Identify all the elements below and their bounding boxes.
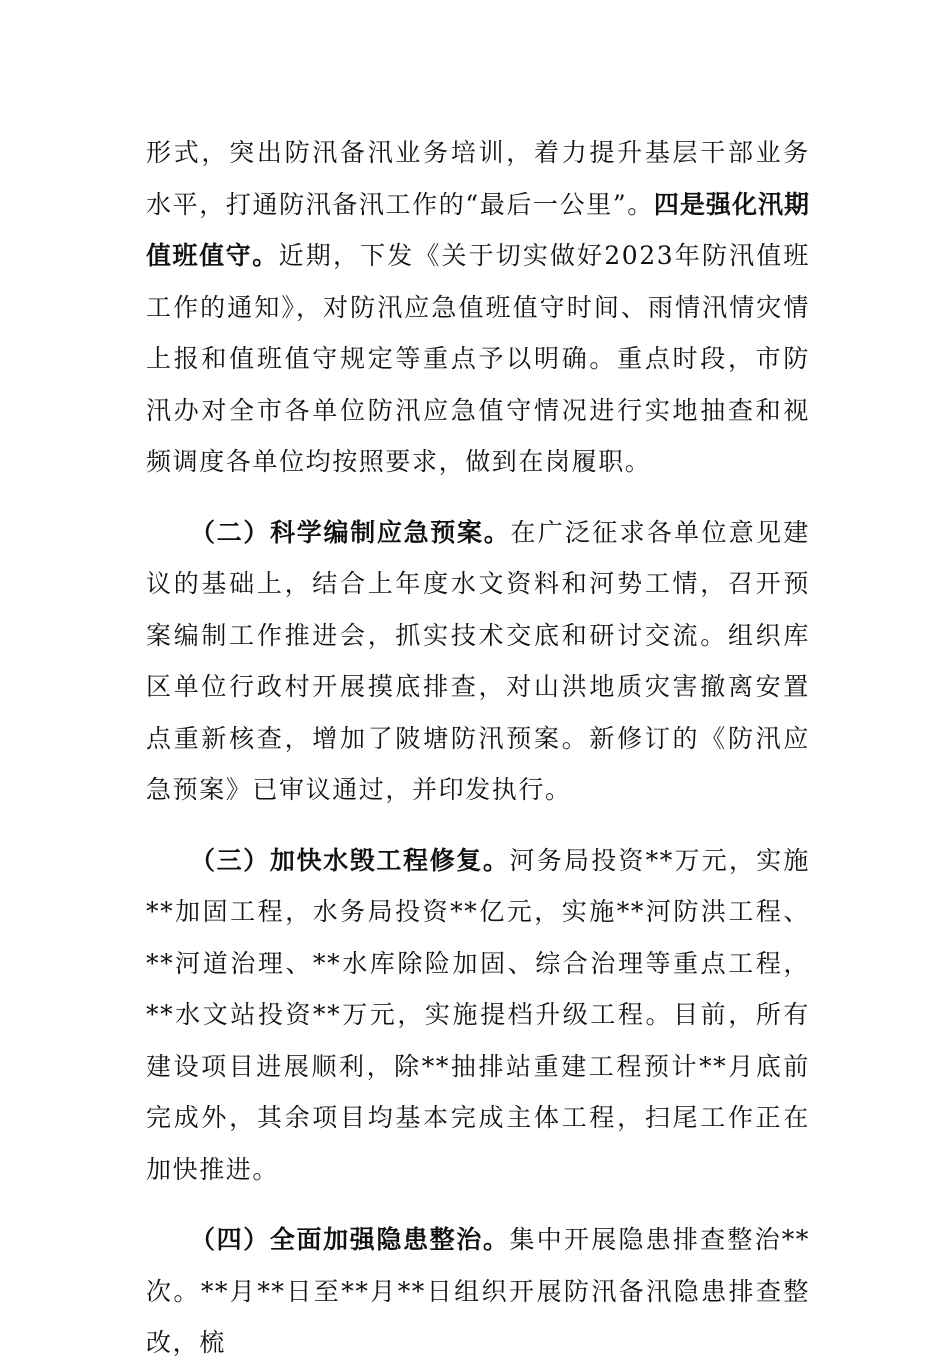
section-body-3: 河务局投资**万元，实施**加固工程，水务局投资**亿元，实施**河防洪工程、**河道治理、**水库除险加固、综合治理等重点工程，**水文站投资**万元，实施提档升级工程。目前，所有建设项目进展顺利，除**抽排站重建工程预计**月底前完成外，其余项目均基本完成主体工程，扫尾工作正在加快推进。 (146, 845, 810, 1184)
section-body-2: 在广泛征求各单位意见建议的基础上，结合上年度水文资料和河势工情，召开预案编制工作推进会，抓实技术交底和研讨交流。组织库区单位行政村开展摸底排查，对山洪地质灾害撤离安置点重新核查，增加了陂塘防汛预案。新修订的《防汛应急预案》已审议通过，并印发执行。 (146, 517, 810, 804)
document-body (146, 127, 810, 1369)
paragraph-emergency-plan (146, 507, 810, 816)
section-heading-2: （二）科学编制应急预案。 (190, 517, 511, 547)
section-body-4: 集中开展隐患排查整治**次。**月**日至**月**日组织开展防汛备汛隐患排查整改，梳 (146, 1225, 810, 1357)
section-heading-3: （三）加快水毁工程修复。 (190, 845, 510, 875)
paragraph-bold-lead: 四是强化汛期值班值守。 (146, 189, 810, 270)
paragraph-duty-watch (146, 127, 810, 488)
paragraph-repair-works (146, 835, 810, 1196)
paragraph-text-continued: 近期，下发《关于切实做好2023年防汛值班工作的通知》，对防汛应急值班值守时间、雨情汛情灾情上报和值班值守规定等重点予以明确。重点时段，市防汛办对全市各单位防汛应急值守情况进行实地抽查和视频调度各单位均按照要求，做到在岗履职。 (146, 241, 810, 476)
section-heading-4: （四）全面加强隐患整治。 (190, 1225, 510, 1254)
paragraph-text: 形式，突出防汛备汛业务培训，着力提升基层干部业务水平，打通防汛备汛工作的“最后一公里”。 (146, 138, 810, 219)
paragraph-hazard-rectification (146, 1214, 810, 1369)
